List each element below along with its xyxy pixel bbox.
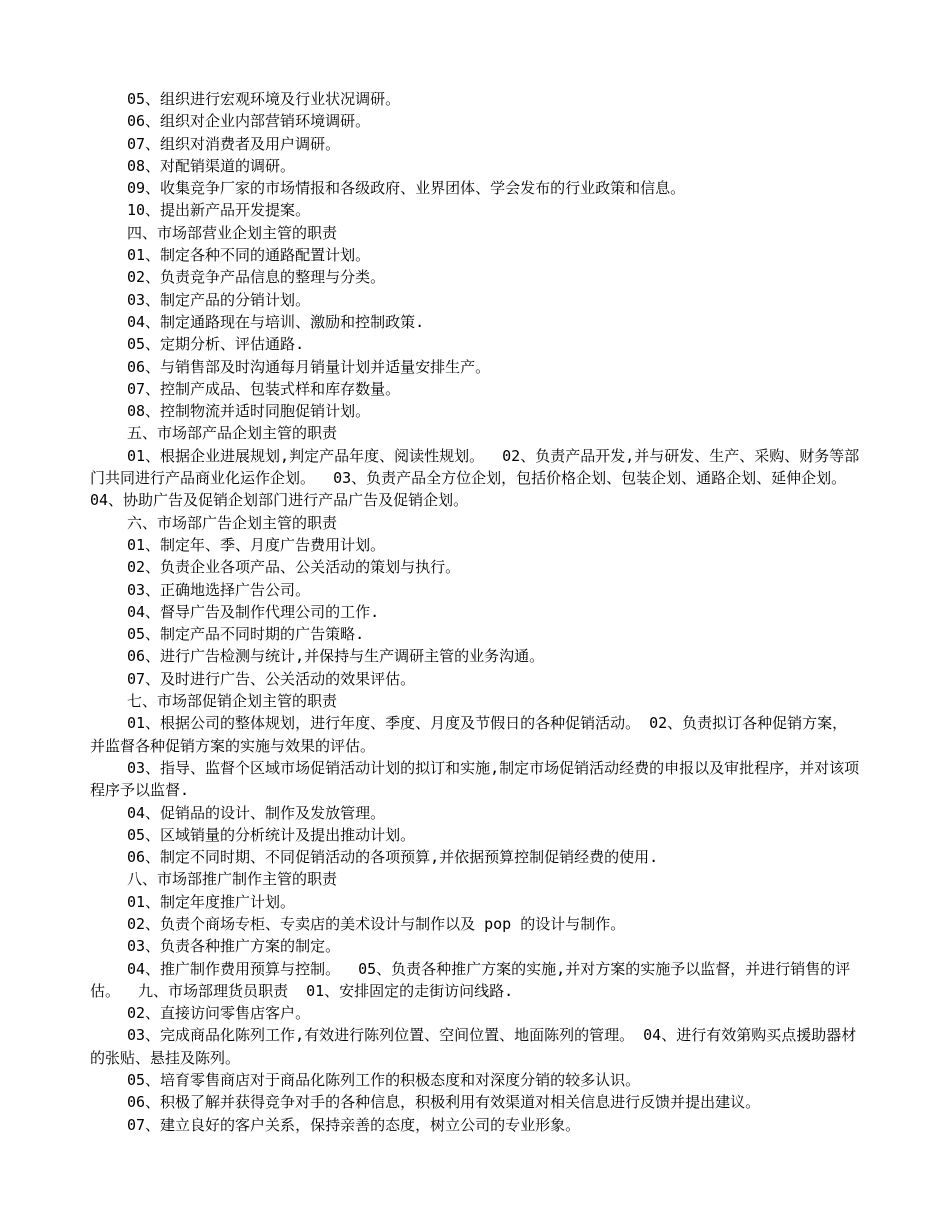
paragraph: 04、督导广告及制作代理公司的工作. xyxy=(127,602,380,621)
paragraph: 01、根据企业进展规划,判定产品年度、阅读性规划。 02、负责产品开发,并与研发、生产、采购、财务等部门共同进行产品商业化运作企划。 03、负责产品全方位企划，包括价格企划、包装企划、通路企划、延伸企划。 04、协助广告及促销企划部门进行产品广告及促销企划。 xyxy=(90,446,865,510)
section-heading: 五、市场部产品企划主管的职责 xyxy=(127,424,338,443)
paragraph: 03、负责各种推广方案的制定。 xyxy=(127,937,341,956)
paragraph: 03、完成商品化陈列工作,有效进行陈列位置、空间位置、地面陈列的管理。 04、进行有效第购买点援助器材的张贴、悬挂及陈列。 xyxy=(90,1026,857,1067)
paragraph: 01、制定年、季、月度广告费用计划。 xyxy=(127,535,386,554)
paragraph: 04、促销品的设计、制作及发放管理。 xyxy=(127,803,386,822)
paragraph: 05、制定产品不同时期的广告策略. xyxy=(127,625,365,644)
paragraph: 06、组织对企业内部营销环境调研。 xyxy=(127,112,371,131)
paragraph: 05、定期分析、评估通路. xyxy=(127,335,305,354)
paragraph: 01、制定各种不同的通路配置计划。 xyxy=(127,246,371,265)
paragraph: 07、组织对消费者及用户调研。 xyxy=(127,134,341,153)
section-heading: 七、市场部促销企划主管的职责 xyxy=(127,692,338,711)
paragraph: 03、正确地选择广告公司。 xyxy=(127,580,311,599)
paragraph: 06、与销售部及时沟通每月销量计划并适量安排生产。 xyxy=(127,357,491,376)
section-heading: 四、市场部营业企划主管的职责 xyxy=(127,223,338,242)
document-body xyxy=(90,88,865,1136)
paragraph: 01、制定年度推广计划。 xyxy=(127,892,296,911)
paragraph: 02、直接访问零售店客户。 xyxy=(127,1004,311,1023)
paragraph: 03、制定产品的分销计划。 xyxy=(127,290,311,309)
paragraph: 07、建立良好的客户关系，保持亲善的态度，树立公司的专业形象。 xyxy=(127,1115,581,1134)
paragraph: 02、负责个商场专柜、专卖店的美术设计与制作以及 pop 的设计与制作。 xyxy=(127,914,626,933)
section-heading: 六、市场部广告企划主管的职责 xyxy=(127,513,338,532)
paragraph: 05、组织进行宏观环境及行业状况调研。 xyxy=(127,90,401,108)
paragraph: 04、推广制作费用预算与控制。 05、负责各种推广方案的实施,并对方案的实施予以监督，并进行销售的评估。 九、市场部理货员职责 01、安排固定的走街访问线路. xyxy=(90,959,851,1000)
paragraph: 03、指导、监督个区域市场促销活动计划的拟订和实施,制定市场促销活动经费的申报以及审批程序，并对该项程序予以监督. xyxy=(90,758,860,800)
paragraph: 05、培育零售商店对于商品化陈列工作的积极态度和对深度分销的较多认识。 xyxy=(127,1071,641,1090)
paragraph: 05、区域销量的分析统计及提出推动计划。 xyxy=(127,825,416,844)
paragraph: 07、控制产成品、包装式样和库存数量。 xyxy=(127,379,401,398)
paragraph: 07、及时进行广告、公关活动的效果评估。 xyxy=(127,669,416,688)
section-heading: 八、市场部推广制作主管的职责 xyxy=(127,870,338,889)
paragraph: 06、制定不同时期、不同促销活动的各项预算,并依据预算控制促销经费的使用. xyxy=(127,848,659,867)
paragraph: 08、控制物流并适时同胞促销计划。 xyxy=(127,402,371,421)
paragraph: 10、提出新产品开发提案。 xyxy=(127,201,311,220)
paragraph: 02、负责竞争产品信息的整理与分类。 xyxy=(127,268,386,287)
paragraph: 08、对配销渠道的调研。 xyxy=(127,156,296,175)
paragraph: 02、负责企业各项产品、公关活动的策划与执行。 xyxy=(127,558,461,577)
paragraph: 06、积极了解并获得竞争对手的各种信息，积极利用有效渠道对相关信息进行反馈并提出建议。 xyxy=(127,1093,761,1112)
paragraph: 06、进行广告检测与统计,并保持与生产调研主管的业务沟通。 xyxy=(127,647,545,666)
paragraph: 04、制定通路现在与培训、激励和控制政策. xyxy=(127,312,425,331)
paragraph: 01、根据公司的整体规划，进行年度、季度、月度及节假日的各种促销活动。 02、负责拟订各种促销方案，并监督各种促销方案的实施与效果的评估。 xyxy=(90,714,848,755)
paragraph: 09、收集竞争厂家的市场情报和各级政府、业界团体、学会发布的行业政策和信息。 xyxy=(127,179,686,198)
